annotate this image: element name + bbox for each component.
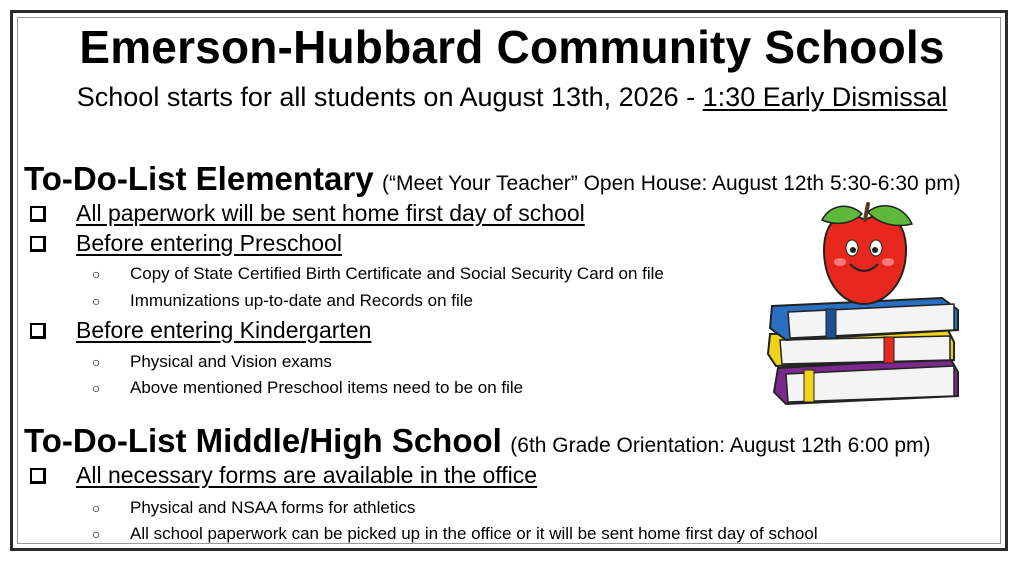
page-subtitle: [0, 80, 1024, 114]
preschool-subitem-birth-certificate: Copy of State Certified Birth Certificate and Social Security Card on file: [130, 264, 664, 283]
preschool-subitem-immunizations: Immunizations up-to-date and Records on file: [130, 291, 474, 310]
circle-bullet-icon: ○: [92, 293, 101, 309]
circle-bullet-icon: ○: [92, 266, 101, 282]
kindergarten-subitem-preschool-items: Above mentioned Preschool items need to be on file: [130, 378, 524, 397]
middle-high-heading-row: [24, 422, 931, 460]
forms-subitem-athletics: Physical and NSAA forms for athletics: [130, 498, 416, 517]
elementary-item-preschool: Before entering Preschool: [76, 230, 342, 256]
kindergarten-subitem-exams: Physical and Vision exams: [130, 352, 332, 371]
checkbox-icon: [30, 236, 46, 252]
circle-bullet-icon: ○: [92, 500, 101, 516]
book-stack-icon: [768, 298, 958, 404]
middle-high-note: (6th Grade Orientation: August 12th 6:00 pm): [510, 434, 931, 457]
circle-bullet-icon: ○: [92, 354, 101, 370]
early-dismissal-text: 1:30 Early Dismissal: [702, 82, 948, 112]
elementary-heading-row: [24, 160, 961, 198]
circle-bullet-icon: ○: [92, 526, 101, 542]
checkbox-icon: [30, 206, 46, 222]
middle-high-heading: To-Do-List Middle/High School: [24, 422, 502, 459]
elementary-item-kindergarten: Before entering Kindergarten: [76, 317, 372, 343]
elementary-item-paperwork: All paperwork will be sent home first day of school: [76, 200, 585, 226]
forms-subitem-paperwork: All school paperwork can be picked up in the office or it will be sent home first day of school: [130, 524, 818, 543]
circle-bullet-icon: ○: [92, 380, 101, 396]
checkbox-icon: [30, 468, 46, 484]
page-title: Emerson-Hubbard Community Schools: [79, 21, 945, 73]
middle-high-item-forms: All necessary forms are available in the office: [76, 462, 538, 488]
apple-on-books-illustration: [764, 200, 964, 410]
apple-icon: [822, 204, 912, 304]
elementary-note: (“Meet Your Teacher” Open House: August 12th 5:30-6:30 pm): [382, 172, 961, 195]
checkbox-icon: [30, 323, 46, 339]
elementary-heading: To-Do-List Elementary: [24, 160, 374, 197]
subtitle-text: School starts for all students on August 13th, 2026 -: [76, 82, 703, 112]
